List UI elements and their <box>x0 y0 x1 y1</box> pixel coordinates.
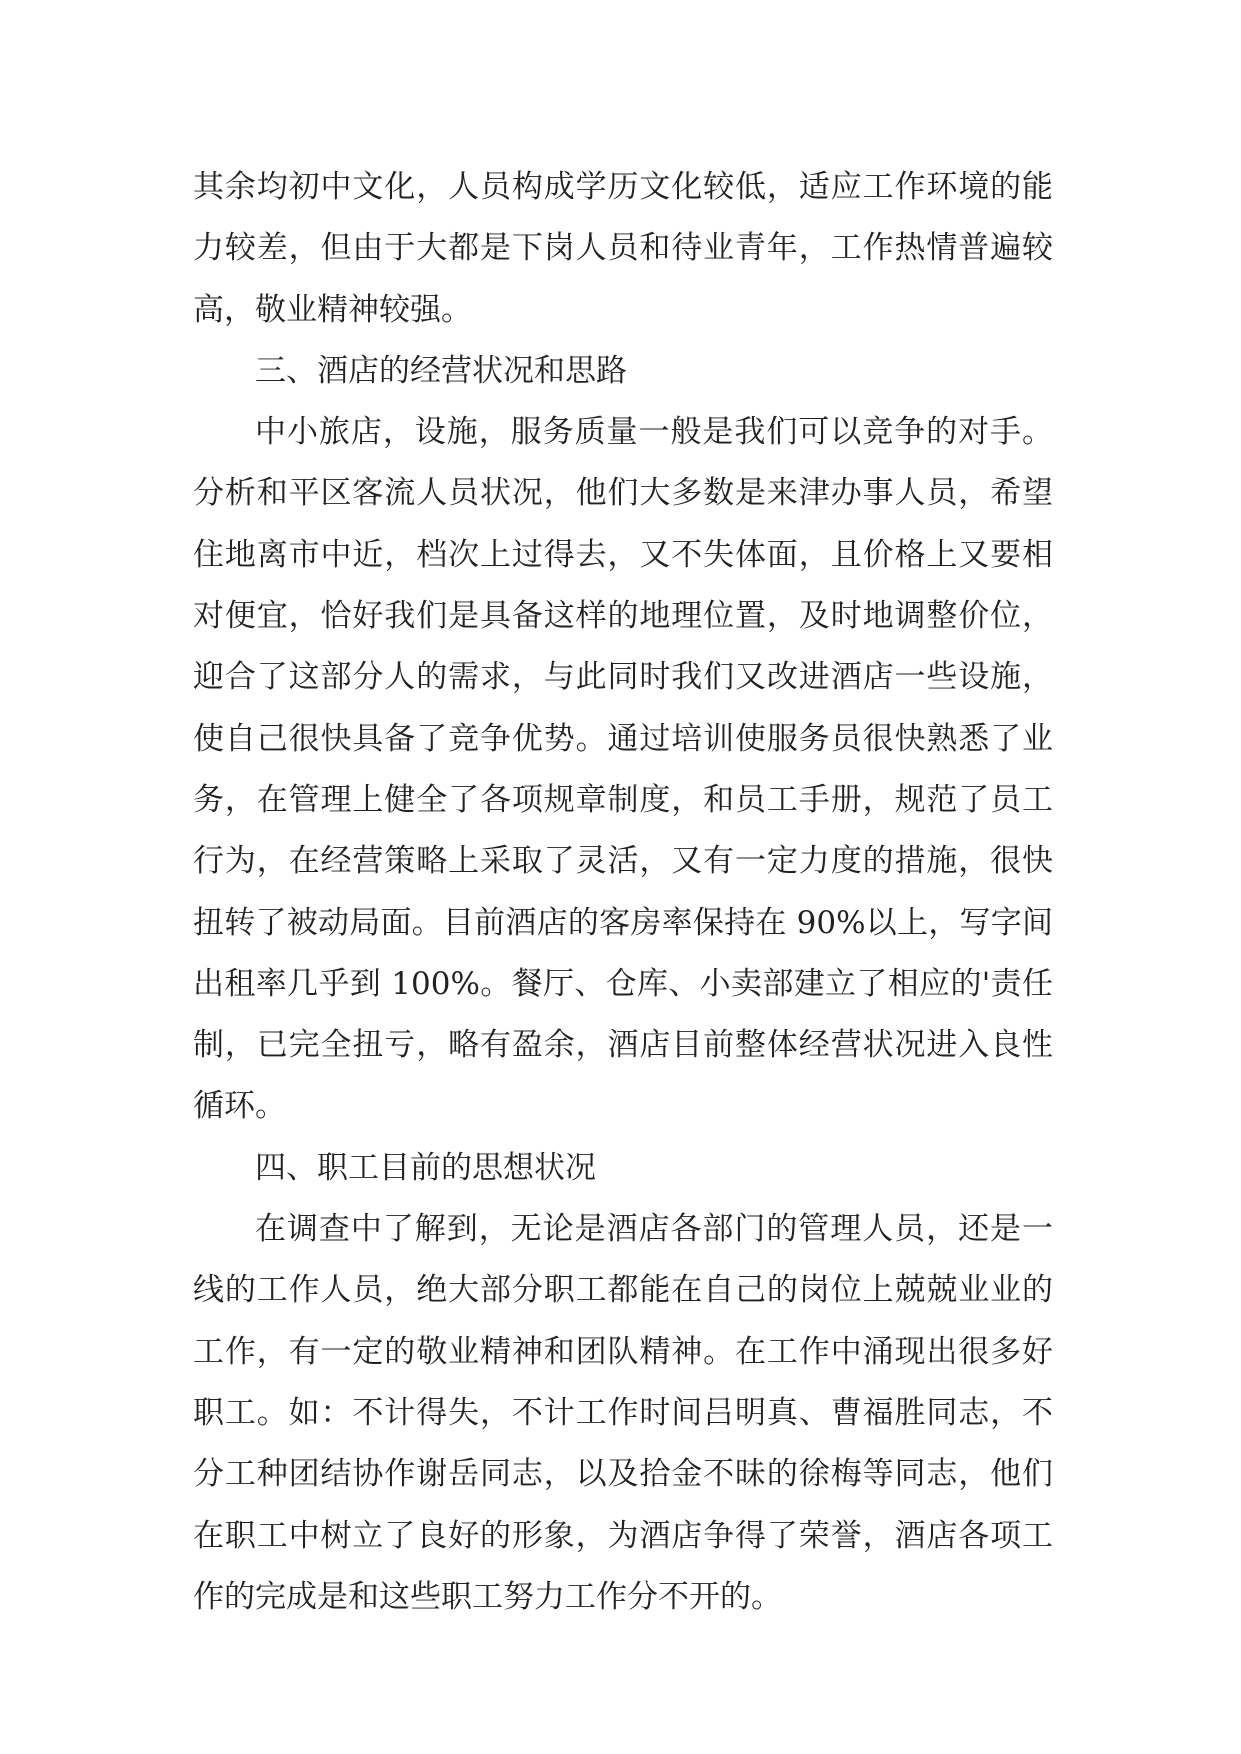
paragraph-staff-education: 其余均初中文化，人员构成学历文化较低，适应工作环境的能力较差，但由于大都是下岗人员和待业青年，工作热情普遍较高，敬业精神较强。 <box>193 169 1053 328</box>
heading-business-status: 三、酒店的经营状况和思路 <box>255 352 627 389</box>
paragraph-business-status: 中小旅店，设施，服务质量一般是我们可以竞争的对手。分析和平区客流人员状况，他们大多数是来津办事人员，希望住地离市中近，档次上过得去，又不失体面，且价格上又要相对便宜，恰好我们是具备这样的地理位置，及时地调整价位，迎合了这部分人的需求，与此同时我们又改进酒店一些设施，使自己很快具备了竞争优势。通过培训使服务员很快熟悉了业务，在管理上健全了各项规章制度，和员工手册，规范了员工行为，在经营策略上采取了灵活，又有一定力度的措施，很快扭转了被动局面。目前酒店的客房率保持在 90%以上，写字间出租率几乎到 100%。餐厅、仓库、小卖部建立了相应的'责任制，已完全扭亏，略有盈余，酒店目前整体经营状况进入良性循环。 <box>193 414 1053 1125</box>
document-body <box>193 157 1053 1628</box>
paragraph-staff-thinking: 在调查中了解到，无论是酒店各部门的管理人员，还是一线的工作人员，绝大部分职工都能在自己的岗位上兢兢业业的工作，有一定的敬业精神和团队精神。在工作中涌现出很多好职工。如：不计得失，不计工作时间吕明真、曹福胜同志，不分工种团结协作谢岳同志，以及拾金不昧的徐梅等同志，他们在职工中树立了良好的形象，为酒店争得了荣誉，酒店各项工作的完成是和这些职工努力工作分不开的。 <box>193 1211 1053 1615</box>
heading-staff-thinking: 四、职工目前的思想状况 <box>255 1149 596 1186</box>
